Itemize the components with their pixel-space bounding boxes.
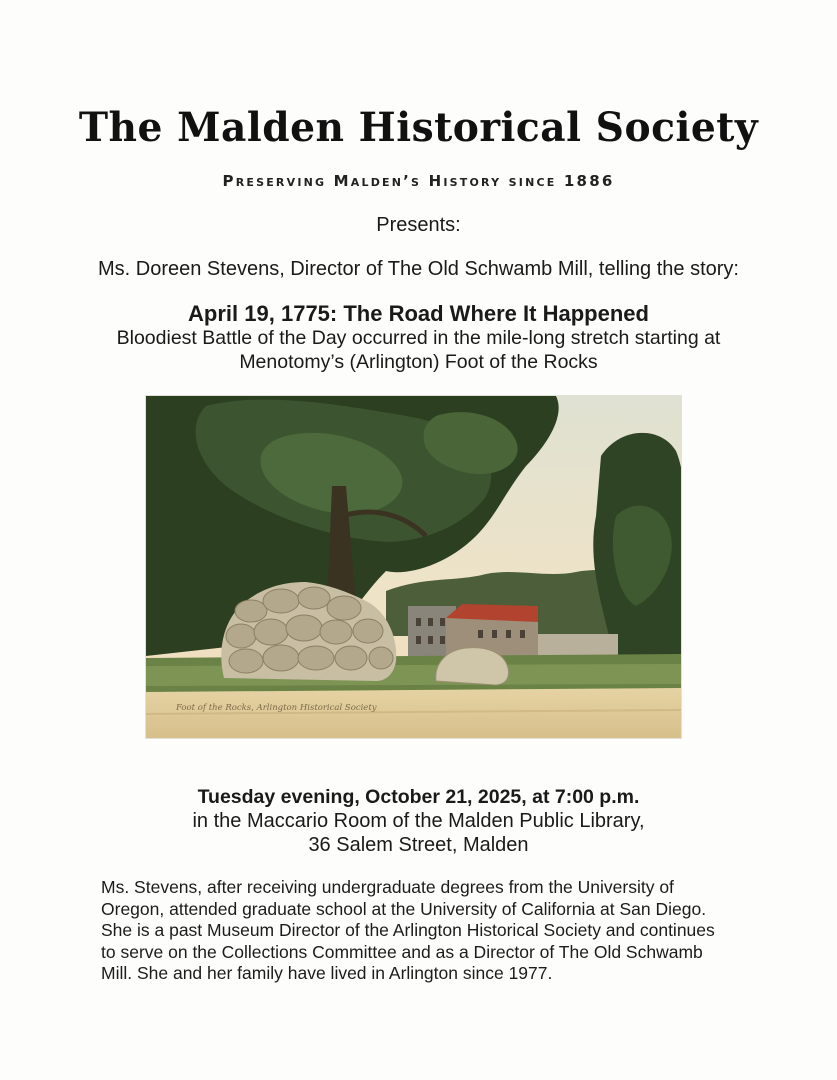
event-location-line: in the Maccario Room of the Malden Public Library, [192, 810, 645, 832]
bio-line: to serve on the Collections Committee and as a Director of The Old Schwamb [101, 941, 703, 962]
bio-line: She is a past Museum Director of the Arlington Historical Society and continues [101, 920, 715, 940]
historic-postcard-photo [146, 396, 681, 738]
speaker-intro: Ms. Doreen Stevens, Director of The Old Schwamb Mill, telling the story: [98, 258, 739, 280]
bio-line: Oregon, attended graduate school at the University of California at San Diego. [101, 898, 707, 919]
bio-line: Ms. Stevens, after receiving undergraduate degrees from the University of [101, 877, 674, 897]
event-address: 36 Salem Street, Malden [308, 834, 529, 856]
presents-label: Presents: [376, 214, 461, 236]
event-date-time: Tuesday evening, October 21, 2025, at 7:00 p.m. [197, 786, 640, 808]
speaker-bio [101, 877, 751, 985]
talk-subtitle-line: Bloodiest Battle of the Day occurred in the mile-long stretch starting at [116, 327, 721, 349]
talk-subtitle [100, 326, 737, 374]
event-location [0, 809, 837, 857]
photo-caption: Foot of the Rocks, Arlington Historical Society [176, 703, 377, 713]
organization-title: The Malden Historical Society [78, 104, 759, 151]
talk-subtitle-line: Menotomy’s (Arlington) Foot of the Rocks [239, 351, 598, 373]
organization-tagline: Preserving Malden’s History since 1886 [222, 172, 615, 190]
bio-line: Mill. She and her family have lived in Arlington since 1977. [101, 963, 553, 983]
talk-title: April 19, 1775: The Road Where It Happened [188, 301, 649, 326]
